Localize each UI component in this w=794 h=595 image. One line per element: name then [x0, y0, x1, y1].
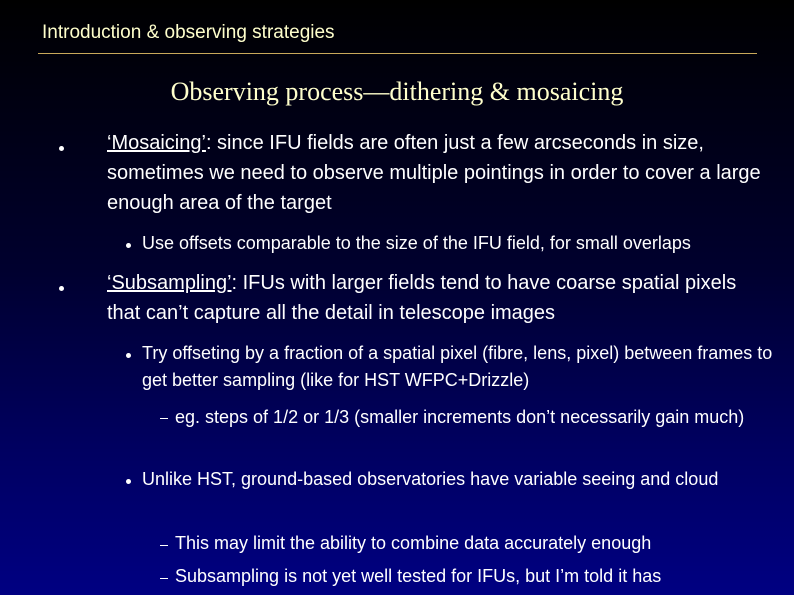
- bullet-dot: [126, 243, 131, 248]
- subsampling-text: : IFUs with larger fields tend to have coarse spatial pixels that can’t capture all the detail in telescope images: [107, 272, 737, 324]
- mosaicing-text: : since IFU fields are often just a few arcseconds in size, sometimes we need to observe multiple pointings in order to cover a large enough area of the target: [107, 132, 761, 214]
- dash-marker: [160, 418, 168, 419]
- bullet-subsampling-sub1: Try offseting by a fraction of a spatial pixel (fibre, lens, pixel) between frames to get better sampling (like for HST WFPC+Drizzle): [142, 343, 773, 390]
- bullet-subsampling-sub1-dash1: eg. steps of 1/2 or 1/3 (smaller increments don’t necessarily gain much): [175, 407, 745, 427]
- dash-marker: [160, 578, 168, 579]
- slide-header: Introduction & observing strategies: [42, 22, 335, 43]
- bullet-subsampling: [107, 268, 767, 328]
- bullet-subsampling-sub2-dash2: Subsampling is not yet well tested for IFUs, but I’m told it has: [175, 566, 662, 586]
- bullet-dot: [126, 479, 131, 484]
- term-subsampling: ‘Subsampling’: [107, 272, 232, 294]
- term-mosaicing: ‘Mosaicing’: [107, 132, 206, 154]
- bullet-subsampling-sub2-dash1: This may limit the ability to combine data accurately enough: [175, 533, 652, 553]
- dash-marker: [160, 545, 168, 546]
- slide-title: Observing process—dithering & mosaicing: [170, 77, 624, 106]
- bullet-subsampling-sub2: Unlike HST, ground-based observatories have variable seeing and cloud: [142, 469, 719, 489]
- bullet-dot: [59, 146, 64, 151]
- bullet-mosaicing-sub1: Use offsets comparable to the size of the IFU field, for small overlaps: [142, 233, 691, 253]
- bullet-dot: [59, 286, 64, 291]
- bullet-dot: [126, 353, 131, 358]
- bullet-mosaicing: [107, 128, 767, 218]
